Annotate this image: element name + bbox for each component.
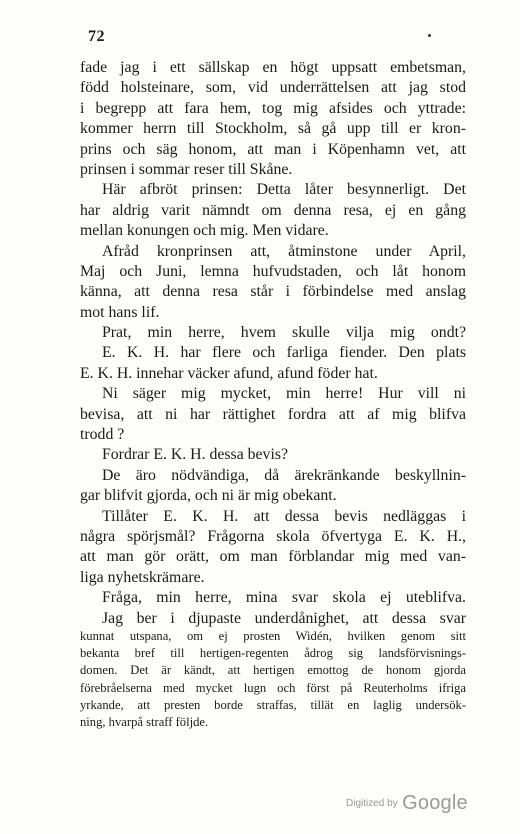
text-line: fade jag i ett sällskap en högt uppsatt embetsman, <box>80 59 466 76</box>
text-line: E. K. H. innehar väcker afund, afund föder hat. <box>80 364 378 382</box>
footnote-line: yrkande, att presten borde straffas, tillät en laglig undersök- <box>80 697 466 712</box>
body-text <box>80 58 466 629</box>
text-line: bevisa, att ni har rättighet fordra att af mig blifva <box>80 405 466 423</box>
text-line: E. K. H. har flere och farliga fiender. Den plats <box>102 344 466 362</box>
text-line: Maj och Juni, lemna hufvudstaden, och låt honom <box>80 262 466 280</box>
text-line: gar blifvit gjorda, och ni är mig obekant. <box>80 487 337 505</box>
footnote-line: domen. Det är kändt, att hertigen emottog de honom gjorda <box>80 663 466 678</box>
text-line: prins och säg honom, att man i Köpenhamn vet, att <box>80 140 466 158</box>
watermark-prefix: Digitized by <box>346 798 398 809</box>
text-line: att man gör orätt, om man förblandar mig med van- <box>80 548 466 566</box>
page-number: 72 <box>88 28 105 45</box>
text-line: mellan konungen och mig. Men vidare. <box>80 222 329 240</box>
text-line: liga nyhetskrämare. <box>80 568 205 586</box>
text-line: har aldrig varit nämndt om denna resa, ej en gång <box>80 201 466 219</box>
text-line: Fordrar E. K. H. dessa bevis? <box>102 446 289 464</box>
footnote <box>80 628 466 731</box>
footnote-line: ning, hvarpå straff följde. <box>80 714 209 729</box>
text-line: Här afbröt prinsen: Detta låter besynnerligt. Det <box>102 181 466 199</box>
footnote-line: bekanta bref till hertigen-regenten ådrog sig landsförvisnings- <box>80 646 466 661</box>
text-line: kommer herrn till Stockholm, så gå upp till er kron- <box>80 120 466 138</box>
text-line: Fråga, min herre, mina svar skola ej uteblifva. <box>102 589 466 607</box>
text-line: De äro nödvändiga, då ärekränkande beskyllnin- <box>102 466 466 484</box>
print-speck <box>428 34 431 37</box>
footnote-line: förebråelserna med mycket lugn och först på Reuterholms ifriga <box>80 680 466 695</box>
text-line: född holsteinare, som, vid underrättelsen att jag stod <box>80 79 466 97</box>
google-logo: Google <box>402 792 468 814</box>
text-line: Prat, min herre, hvem skulle vilja mig ondt? <box>102 324 466 342</box>
digitized-watermark <box>346 792 468 815</box>
footnote-line: kunnat utspana, om ej prosten Widén, hvilken genom sitt <box>80 629 466 643</box>
text-line: i begrepp att fara hem, tog mig afsides och yttrade: <box>80 99 466 117</box>
text-line: Afråd kronprinsen att, åtminstone under April, <box>102 242 466 260</box>
text-line: mot hans lif. <box>80 303 160 321</box>
text-line: prinsen i sommar reser till Skåne. <box>80 160 293 178</box>
text-line: Tillåter E. K. H. att dessa bevis nedläggas i <box>102 507 466 525</box>
text-line: några spörjsmål? Frågorna skola öfvertyga E. K. H., <box>80 527 466 545</box>
text-line: känna, att denna resa står i förbindelse med anslag <box>80 283 466 301</box>
text-line: trodd ? <box>80 426 125 444</box>
text-line: Ni säger mig mycket, min herre! Hur vill ni <box>102 385 466 403</box>
text-line: Jag ber i djupaste underdånighet, att dessa svar <box>102 609 466 627</box>
